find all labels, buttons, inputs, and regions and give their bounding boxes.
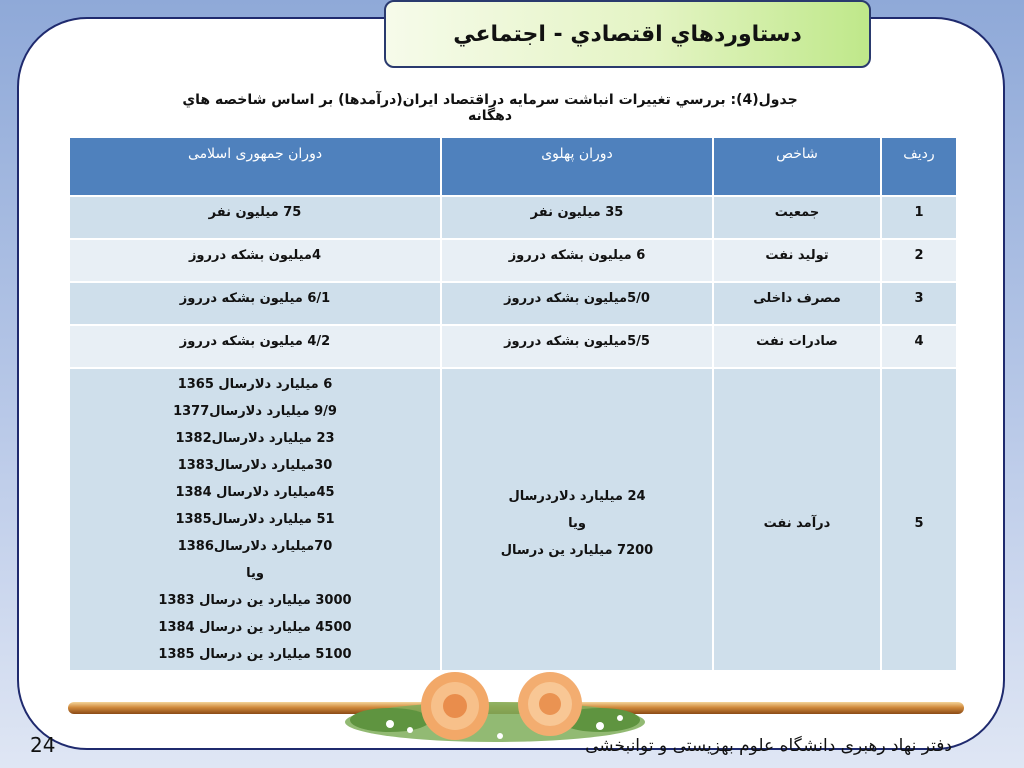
islamic-line: 45میلیارد دلارسال 1384 (175, 485, 335, 500)
table-row (69, 239, 957, 282)
row-islamic-value: 4میلیون بشکه درروز (69, 239, 441, 282)
data-table (68, 136, 958, 672)
islamic-line: 23 میلیارد دلارسال1382 (175, 431, 335, 446)
row-islamic-value: 4/2 میلیون بشکه درروز (69, 325, 441, 368)
row-indicator: درآمد نفت (713, 368, 881, 671)
islamic-line: 6 میلیارد دلارسال 1365 (177, 377, 333, 392)
row-islamic-value (69, 368, 441, 671)
row-number: 4 (881, 325, 957, 368)
table-row (69, 282, 957, 325)
row-pahlavi-value: 6 میلیون بشکه درروز (441, 239, 713, 282)
islamic-line: 51 میلیارد دلارسال1385 (175, 512, 335, 527)
islamic-line: 5100 میلیارد ین درسال 1385 (158, 647, 352, 662)
islamic-line: 70میلیارد دلارسال1386 (177, 539, 333, 554)
row-pahlavi-value: 35 میلیون نفر (441, 196, 713, 239)
row-number: 2 (881, 239, 957, 282)
table-header-row (69, 137, 957, 196)
islamic-line: 4500 میلیارد ین درسال 1384 (158, 620, 352, 635)
pahlavi-line: 7200 میلیارد ین درسال (500, 542, 654, 558)
page-number: 24 (30, 733, 56, 757)
footer-organization: دفتر نهاد رهبری دانشگاه علوم بهزیستی و توانبخشی (585, 736, 952, 756)
row-indicator: صادرات نفت (713, 325, 881, 368)
islamic-line: 30میلیارد دلارسال1383 (177, 458, 333, 473)
pahlavi-line: 24 میلیارد دلاردرسال (508, 488, 646, 504)
islamic-line: 9/9 میلیارد دلارسال1377 (173, 404, 337, 419)
row-pahlavi-value (441, 368, 713, 671)
table-row (69, 325, 957, 368)
header-indicator: شاخص (713, 137, 881, 196)
islamic-line: 3000 میلیارد ین درسال 1383 (158, 593, 352, 608)
table-caption: جدول(4): بررسي تغييرات انباشت سرمايه دراقتصاد ايران(درآمدها) بر اساس شاخصه هاي دهگانه (182, 92, 798, 124)
islamic-line: ویا (246, 566, 264, 581)
row-pahlavi-value: 5/0میلیون بشکه درروز (441, 282, 713, 325)
slide-title: دستاوردهاي اقتصادي - اجتماعي (384, 0, 871, 68)
table-row (69, 368, 957, 671)
row-indicator: مصرف داخلی (713, 282, 881, 325)
row-islamic-value: 6/1 میلیون بشکه درروز (69, 282, 441, 325)
row-number: 5 (881, 368, 957, 671)
table-row (69, 196, 957, 239)
pahlavi-line: ویا (568, 515, 586, 531)
header-pahlavi-era: دوران پهلوی (441, 137, 713, 196)
row-indicator: جمعیت (713, 196, 881, 239)
header-islamic-era: دوران جمهوری اسلامی (69, 137, 441, 196)
row-indicator: تولید نفت (713, 239, 881, 282)
row-number: 1 (881, 196, 957, 239)
row-islamic-value: 75 میلیون نفر (69, 196, 441, 239)
row-number: 3 (881, 282, 957, 325)
row-pahlavi-value: 5/5میلیون بشکه درروز (441, 325, 713, 368)
header-row-number: ردیف (881, 137, 957, 196)
